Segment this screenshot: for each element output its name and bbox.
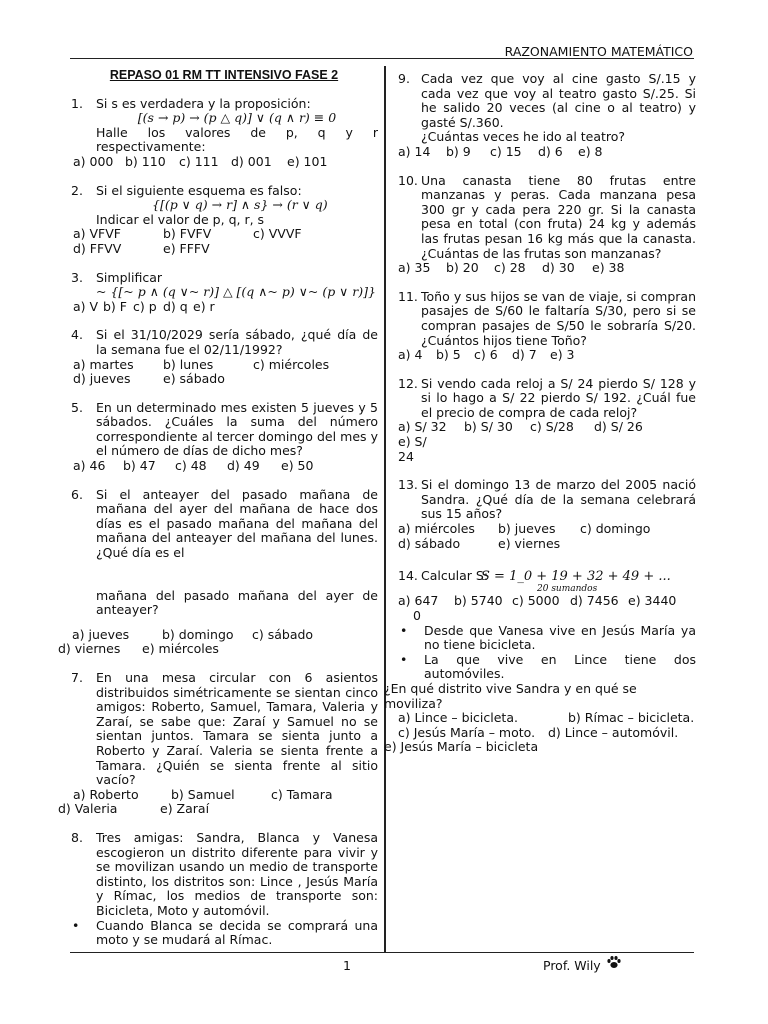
option: a) miércoles xyxy=(398,521,475,537)
option: c) 5000 xyxy=(512,593,560,609)
question-number: 10. xyxy=(398,172,418,188)
option: c) VVVF xyxy=(253,226,302,242)
options-q6-row2 xyxy=(56,642,378,657)
clue-text: Desde que Vanesa vive en Jesús María ya no tiene bicicleta. xyxy=(424,622,696,653)
option: b) Samuel xyxy=(171,786,235,802)
question-number: 2. xyxy=(71,182,83,198)
option: a) Lince – bicicleta. xyxy=(398,710,518,726)
options-q6 xyxy=(56,628,378,643)
clue-bullet xyxy=(56,919,378,948)
right-column xyxy=(384,72,696,755)
question-text: Si s es verdadera y la proposición: xyxy=(96,95,311,111)
question-13 xyxy=(384,478,696,522)
question-4 xyxy=(56,328,378,357)
option: a) martes xyxy=(73,356,134,372)
question-8-prompt: ¿En qué distrito vive Sandra y en qué se moviliza? xyxy=(384,680,637,711)
option: b) 47 xyxy=(123,458,156,474)
options-q3 xyxy=(56,300,378,315)
option: a) 35 xyxy=(398,260,431,276)
running-head: RAZONAMIENTO MATEMÁTICO xyxy=(504,44,693,59)
question-1 xyxy=(56,97,378,155)
option: b) domingo xyxy=(162,626,234,642)
option: c) 15 xyxy=(490,143,522,159)
options-q4 xyxy=(56,358,378,387)
option: c) Tamara xyxy=(271,786,333,802)
question-number: 9. xyxy=(398,71,410,86)
options-q10 xyxy=(384,261,696,276)
question-text: Toño y sus hijos se van de viaje, si compran pasajes de S/60 le faltaría S/30, pero si se compran pasajes de S/50 le sobraría S/20. ¿Cuántos hijos tiene Toño? xyxy=(421,288,696,348)
options-q7-row2 xyxy=(56,802,378,817)
question-number: 3. xyxy=(71,269,83,285)
option: a) 000 xyxy=(73,153,114,169)
option: c) 48 xyxy=(175,458,207,474)
question-12 xyxy=(384,377,696,421)
options-q7 xyxy=(56,788,378,803)
option: c) 111 xyxy=(179,153,219,169)
question-text: Si el domingo 13 de marzo del 2005 nació Sandra. ¿Qué día de la semana celebrará sus 15 años? xyxy=(421,477,696,522)
left-column xyxy=(56,68,378,948)
question-text: Calcular S: xyxy=(421,568,489,584)
clue-text: Cuando Blanca se decida se comprará una moto y se mudará al Rímac. xyxy=(96,917,378,948)
question-number: 8. xyxy=(71,829,83,845)
options-q11 xyxy=(384,348,696,363)
question-10 xyxy=(384,174,696,262)
author-name: Prof. Wily xyxy=(543,958,601,973)
option: e) 101 xyxy=(287,153,328,169)
option: c) miércoles xyxy=(253,356,330,372)
question-6 xyxy=(56,488,378,618)
option: d) q xyxy=(163,298,188,314)
option: d) Lince – automóvil. xyxy=(548,724,679,740)
doc-title: REPASO 01 RM TT INTENSIVO FASE 2 xyxy=(109,68,339,82)
question-5 xyxy=(56,401,378,459)
option: d) 49 xyxy=(227,458,260,474)
question-text: Tres amigas: Sandra, Blanca y Vanesa escogieron un distrito diferente para vivir y se movilizan usando un medio de transporte distinto, los distritos son: Lince , Jesús María y Rímac, los medios de transporte son: Bicicleta, Moto y automóvil. xyxy=(96,829,378,918)
option: e) FFFV xyxy=(163,240,210,256)
question-text-2: mañana del pasado mañana del ayer de anteayer? xyxy=(96,587,378,618)
option: a) 647 xyxy=(398,593,439,609)
page-number: 1 xyxy=(343,958,351,973)
question-3 xyxy=(56,271,378,300)
question-14 xyxy=(384,569,696,594)
option: d) 30 xyxy=(542,260,575,276)
option: b) 5740 xyxy=(454,593,503,609)
question-text-2: ¿Cuántas veces he ido al teatro? xyxy=(421,129,626,145)
option: a) jueves xyxy=(72,626,130,642)
option-continuation: 0 xyxy=(413,608,421,623)
option: c) sábado xyxy=(252,626,314,642)
bullet-icon: • xyxy=(400,651,408,667)
option: d) 001 xyxy=(231,153,272,169)
question-text: En una mesa circular con 6 asientos distribuidos simétricamente se sientan cinco amigos: Roberto, Samuel, Tamara, Valeria y Zaraí, se sabe que: Zaraí y Samuel no se sientan juntos. Tamara se sienta junto a Roberto y Zaraí. Valeria se sienta frente a Tamara. ¿Quién se sienta frente al sitio vacío? xyxy=(96,670,378,788)
option: a) Roberto xyxy=(73,786,139,802)
question-2 xyxy=(56,184,378,228)
option: e) r xyxy=(193,298,215,314)
option: b) 5 xyxy=(436,347,461,363)
question-text: Si el anteayer del pasado mañana de mañana del ayer del mañana de hace dos días es el pasado mañana del mañana del mañana del anteayer del mañana del lunes. ¿Qué día es el xyxy=(96,486,378,561)
option: b) 110 xyxy=(125,153,166,169)
option: b) 9 xyxy=(446,143,471,159)
options-q13 xyxy=(384,522,696,537)
bullet-icon: • xyxy=(72,917,80,933)
option: d) 7456 xyxy=(570,593,619,609)
option: b) lunes xyxy=(163,356,214,372)
clue-text: La que vive en Lince tiene dos automóviles. xyxy=(424,651,696,682)
option: a) 46 xyxy=(73,458,106,474)
option: c) S/28 xyxy=(530,419,574,435)
option: e) Jesús María – bicicleta xyxy=(384,739,539,755)
option: b) F xyxy=(103,298,127,314)
clue-bullet xyxy=(384,653,696,682)
question-text-2: Halle los valores de p, q y r respectivamente: xyxy=(96,124,378,155)
option: c) p xyxy=(133,298,157,314)
option: d) viernes xyxy=(58,641,121,657)
option: c) 28 xyxy=(494,260,526,276)
question-text: Si vendo cada reloj a S/ 24 pierdo S/ 128 y si lo hago a S/ 22 pierdo S/ 192. ¿Cuál fue el precio de compra de cada reloj? xyxy=(421,375,696,420)
options-q5 xyxy=(56,459,378,474)
option: b) S/ 30 xyxy=(464,419,513,435)
options-q2 xyxy=(56,227,378,256)
question-11 xyxy=(384,290,696,348)
formula-subscript: 20 sumandos xyxy=(537,584,598,595)
option: e) sábado xyxy=(163,371,225,387)
options-q1 xyxy=(56,155,378,170)
question-number: 14. xyxy=(398,568,418,584)
option: d) jueves xyxy=(73,371,131,387)
option: b) Rímac – bicicleta. xyxy=(568,710,695,726)
question-number: 11. xyxy=(398,288,418,304)
option: c) Jesús María – moto. xyxy=(398,724,536,740)
option: e) 3440 xyxy=(628,593,677,609)
option: e) miércoles xyxy=(142,641,219,657)
question-text: En un determinado mes existen 5 jueves y 5 sábados. ¿Cuáles la suma del número correspondiente al tercer domingo del mes y el número de días de dicho mes? xyxy=(96,399,378,459)
option: d) sábado xyxy=(398,535,461,551)
option: e) Zaraí xyxy=(160,801,210,817)
option: c) domingo xyxy=(580,521,651,537)
option: e) 8 xyxy=(578,143,603,159)
options-q14 xyxy=(384,594,696,609)
option: b) jueves xyxy=(498,521,556,537)
question-number: 12. xyxy=(398,375,418,391)
options-q9 xyxy=(384,145,696,160)
question-text: Cada vez que voy al cine gasto S/.15 y cada vez que voy al teatro gasto S/.25. Si he salido 20 veces (al cine o al teatro) y gasté S/.360. xyxy=(421,71,696,130)
option: e) viernes xyxy=(498,535,561,551)
options-q13-row2 xyxy=(384,537,696,552)
question-8 xyxy=(56,831,378,919)
option: b) FVFV xyxy=(163,226,212,242)
question-number: 1. xyxy=(71,95,83,111)
paw-print-icon xyxy=(606,954,622,970)
option: b) 20 xyxy=(446,260,479,276)
formula: ~ {[~ p ∧ (q ∨~ r)] △ [(q ∧~ p) ∨~ (p ∨ r)]} xyxy=(96,284,376,300)
option: e) 3 xyxy=(550,347,575,363)
question-text-2: Indicar el valor de p, q, r, s xyxy=(96,211,265,227)
options-q8-row2 xyxy=(384,726,696,741)
question-number: 13. xyxy=(398,477,418,493)
formula: {[(p ∨ q) → r] ∧ s} → (r ∨ q) xyxy=(152,197,328,213)
question-number: 6. xyxy=(71,486,83,502)
options-q8 xyxy=(384,711,696,726)
question-text: Simplificar xyxy=(96,269,163,285)
question-text: Si el siguiente esquema es falso: xyxy=(96,182,302,198)
formula: [(s → p) → (p △ q)] ∨ (q ∧ r) ≡ 0 xyxy=(137,110,337,126)
option: e) 50 xyxy=(281,458,314,474)
option: d) 6 xyxy=(538,143,563,159)
options-q12 xyxy=(384,420,696,464)
question-number: 5. xyxy=(71,399,83,415)
question-number: 4. xyxy=(71,327,83,343)
option: a) V xyxy=(73,298,99,314)
footer-rule xyxy=(70,952,694,953)
option: d) FFVV xyxy=(73,240,122,256)
question-7 xyxy=(56,671,378,788)
option: a) VFVF xyxy=(73,226,121,242)
option: a) 4 xyxy=(398,347,423,363)
option: d) S/ 26 xyxy=(594,419,643,435)
bullet-icon: • xyxy=(400,622,408,638)
question-text: Si el 31/10/2029 sería sábado, ¿qué día de la semana fue el 02/11/1992? xyxy=(96,327,378,357)
option: c) 6 xyxy=(474,347,498,363)
formula: S = 1_0 + 19 + 32 + 49 + ... xyxy=(481,568,671,584)
option: a) 14 xyxy=(398,143,431,159)
option: e) S/ 24 xyxy=(398,434,427,464)
option: a) S/ 32 xyxy=(398,419,447,435)
option: e) 38 xyxy=(592,260,625,276)
option: d) 7 xyxy=(512,347,537,363)
question-9 xyxy=(384,72,696,145)
question-number: 7. xyxy=(71,670,83,685)
option: d) Valeria xyxy=(58,801,118,817)
question-text: Una canasta tiene 80 frutas entre manzanas y peras. Cada manzana pesa 300 gr y cada pera 220 gr. Si la canasta pesa en total (con fruta) 24 kg y además las frutas pesan 16 kg más que la canasta. ¿Cuántas de las frutas son manzanas? xyxy=(421,172,696,261)
clue-bullet xyxy=(384,624,696,653)
